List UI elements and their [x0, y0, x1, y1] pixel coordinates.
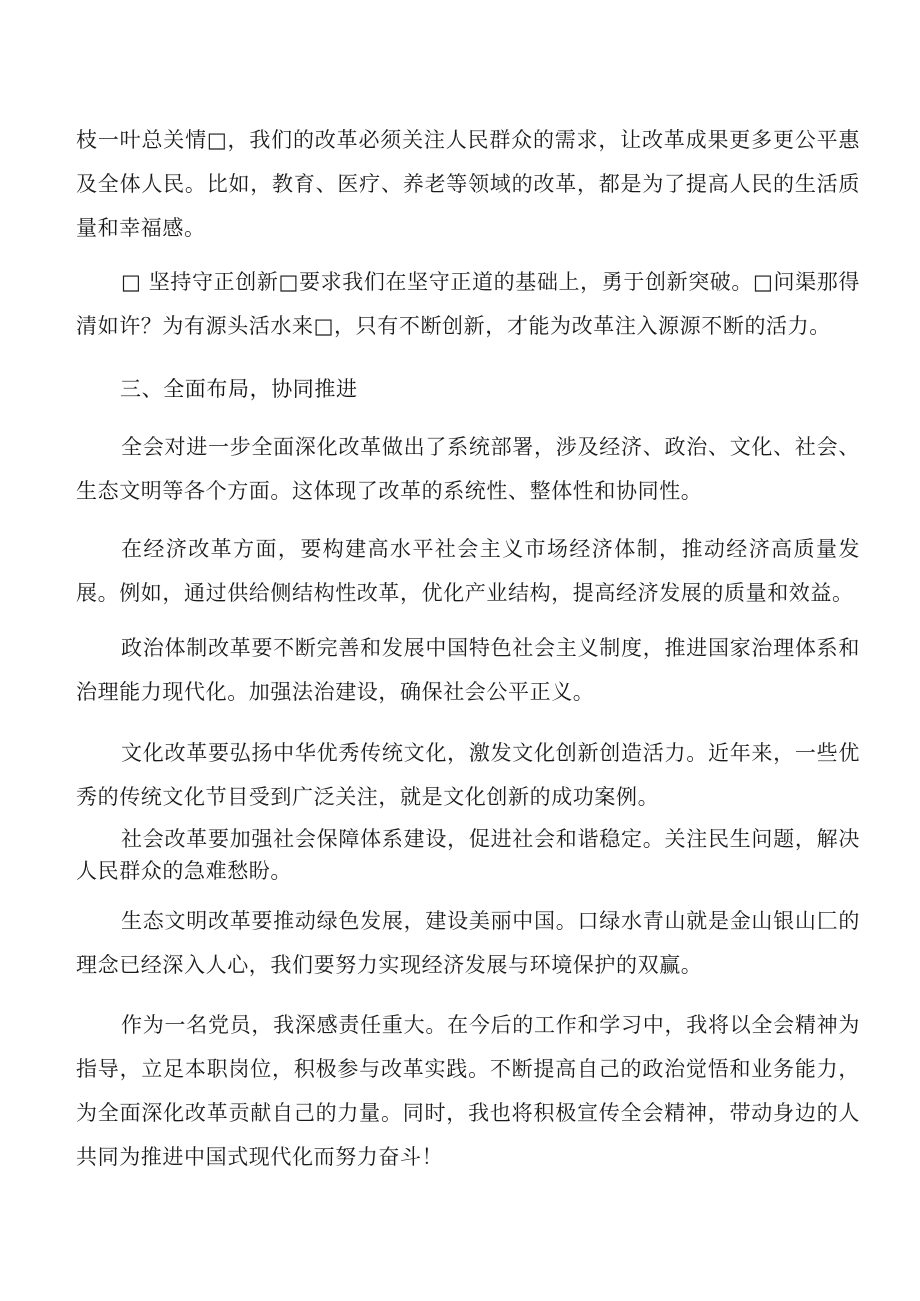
paragraph-political-reform: 政治体制改革要不断完善和发展中国特色社会主义制度，推进国家治理体系和治理能力现代化。加强法治建设，确保社会公平正义。 — [76, 636, 860, 704]
paragraph-social-reform: 社会改革要加强社会保障体系建设，促进社会和谐稳定。关注民生问题，解决人民群众的急难愁盼。 — [76, 827, 860, 883]
paragraph-people-benefit: 枝一叶总关情□，我们的改革必须关注人民群众的需求，让改革成果更多更公平惠及全体人民。比如，教育、医疗、养老等领域的改革，都是为了提高人民的生活质量和幸福感。 — [76, 128, 860, 240]
paragraph-ecological-reform: 生态文明改革要推动绿色发展，建设美丽中国。口绿水青山就是金山银山匚的理念已经深入人心，我们要努力实现经济发展与环境保护的双赢。 — [76, 909, 860, 977]
paragraph-party-member: 作为一名党员，我深感责任重大。在今后的工作和学习中，我将以全会精神为指导，立足本职岗位，积极参与改革实践。不断提高自己的政治觉悟和业务能力，为全面深化改革贡献自己的力量。同时，我也将积极宣传全会精神，带动身边的人共同为推进中国式现代化而努力奋斗！ — [76, 1013, 860, 1169]
paragraph-system-deployment: 全会对进一步全面深化改革做出了系统部署，涉及经济、政治、文化、社会、生态文明等各个方面。这体现了改革的系统性、整体性和协同性。 — [76, 435, 860, 503]
paragraph-cultural-reform: 文化改革要弘扬中华优秀传统文化，激发文化创新创造活力。近年来，一些优秀的传统文化节目受到广泛关注，就是文化创新的成功案例。 — [76, 741, 860, 809]
paragraph-innovation: □ 坚持守正创新□要求我们在坚守正道的基础上，勇于创新突破。□问渠那得清如许？为有源头活水来□，只有不断创新，才能为改革注入源源不断的活力。 — [76, 270, 860, 338]
section-heading: 三、全面布局，协同推进 — [120, 377, 358, 401]
paragraph-economic-reform: 在经济改革方面，要构建高水平社会主义市场经济体制，推动经济高质量发展。例如，通过供给侧结构性改革，优化产业结构，提高经济发展的质量和效益。 — [76, 537, 860, 605]
